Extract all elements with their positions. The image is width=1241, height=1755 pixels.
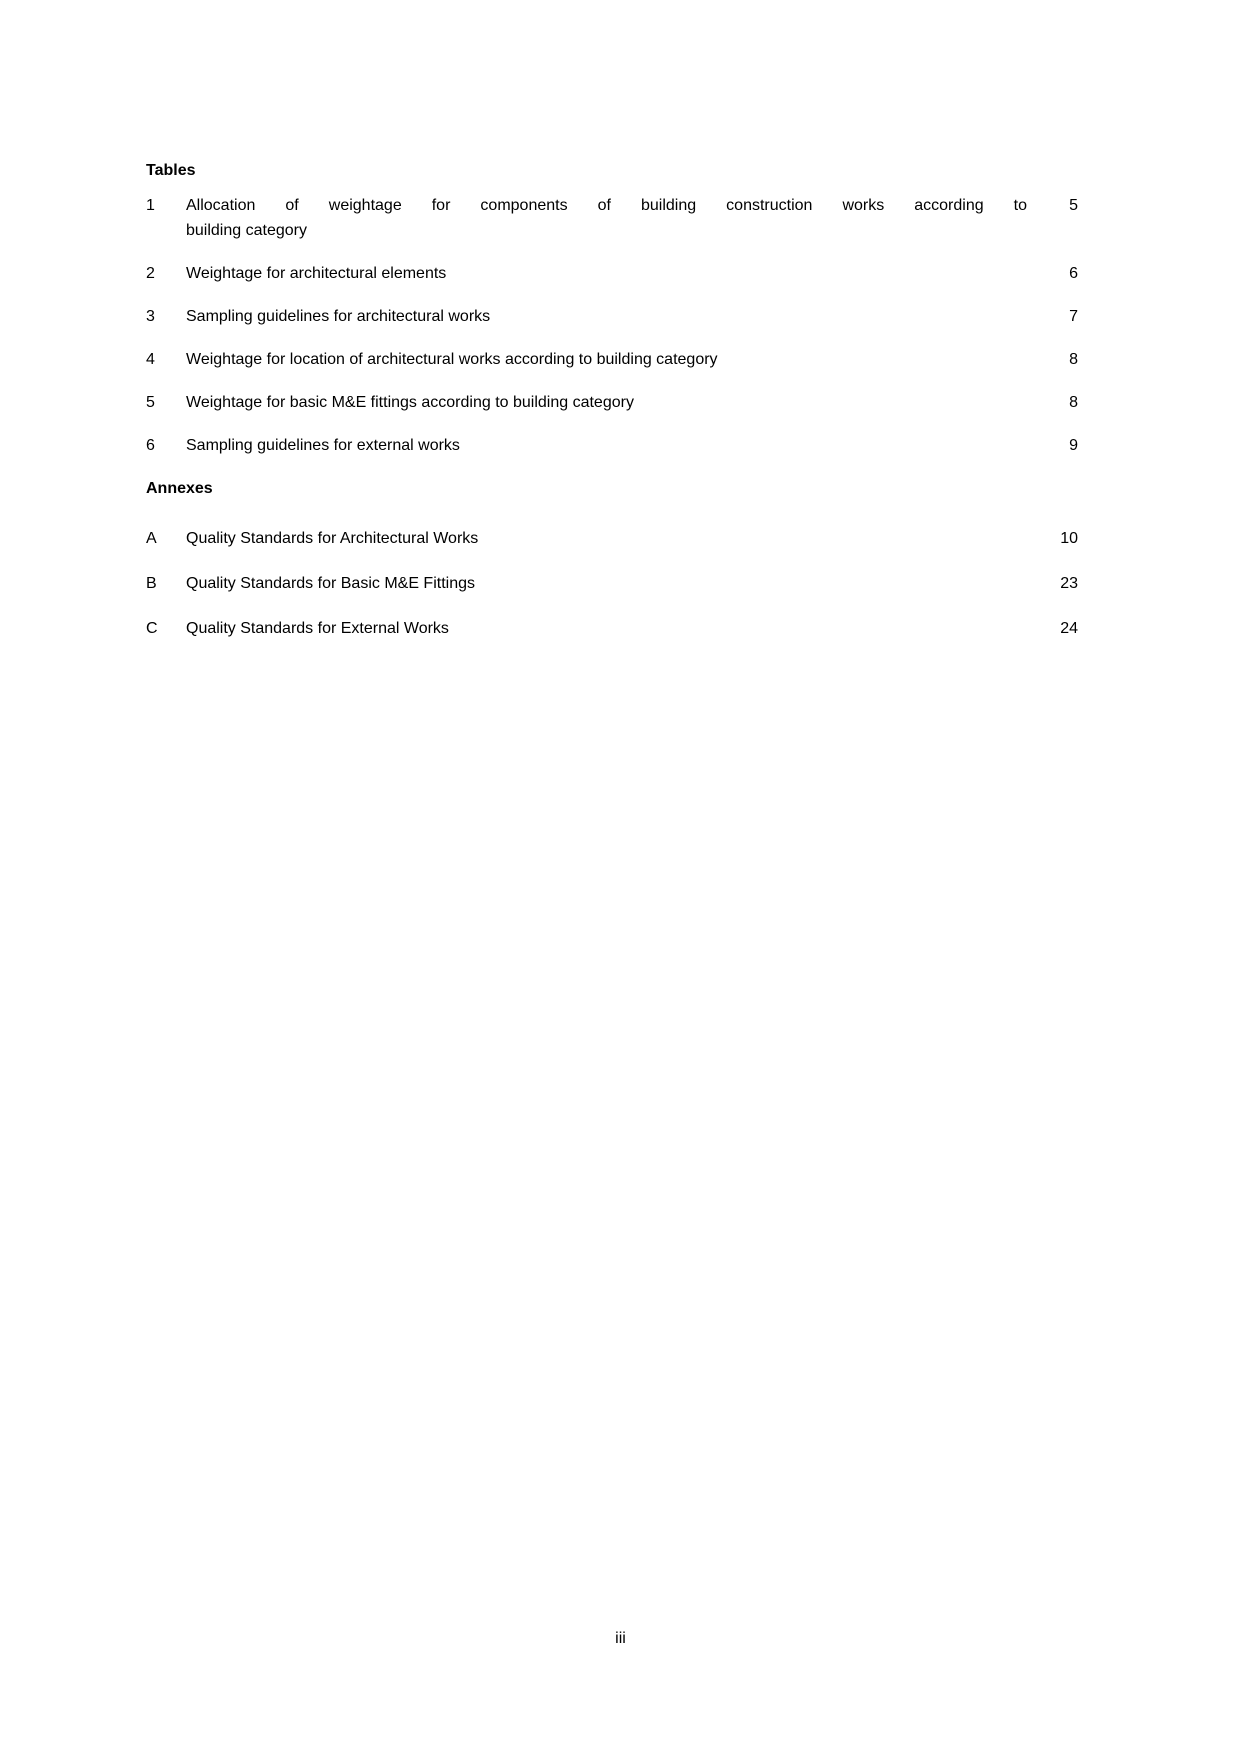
toc-entry-number: 3	[146, 308, 155, 325]
tables-section-heading: Tables	[146, 162, 196, 179]
toc-entry-page-number: 7	[1069, 308, 1078, 325]
toc-entry-table-2	[146, 261, 1078, 286]
toc-entry-title-line-2: building category	[186, 222, 307, 239]
toc-entry-number: C	[146, 620, 158, 637]
toc-entry-title	[186, 193, 1027, 243]
toc-entry-table-3	[146, 304, 1078, 329]
toc-entry-page-number: 10	[1060, 530, 1078, 547]
toc-entry-title: Quality Standards for External Works	[186, 620, 449, 637]
toc-entry-title-line-1: Allocation of weightage for components of building construction works according to	[186, 197, 1027, 214]
toc-entry-page-number: 9	[1069, 437, 1078, 454]
annexes-section-heading: Annexes	[146, 480, 213, 497]
toc-entry-number: 4	[146, 351, 155, 368]
toc-entry-table-6	[146, 433, 1078, 458]
toc-entry-title: Weightage for location of architectural works according to building category	[186, 351, 718, 368]
toc-entry-table-4	[146, 347, 1078, 372]
toc-entry-annex-a	[146, 526, 1078, 551]
toc-entry-number: 1	[146, 197, 155, 214]
toc-entry-annex-b	[146, 571, 1078, 596]
toc-entry-page-number: 8	[1069, 394, 1078, 411]
toc-entry-page-number: 5	[1069, 197, 1078, 214]
toc-entry-title: Weightage for basic M&E fittings according to building category	[186, 394, 634, 411]
toc-entry-title: Quality Standards for Architectural Works	[186, 530, 479, 547]
tables-section	[146, 158, 1078, 458]
toc-entry-title: Sampling guidelines for architectural works	[186, 308, 491, 325]
annexes-section	[146, 476, 1078, 641]
toc-entry-page-number: 6	[1069, 265, 1078, 282]
toc-entry-annex-c	[146, 616, 1078, 641]
footer-page-number: iii	[615, 1630, 626, 1647]
toc-entry-number: 5	[146, 394, 155, 411]
table-of-contents	[146, 158, 1078, 661]
toc-entry-page-number: 24	[1060, 620, 1078, 637]
toc-entry-number: B	[146, 575, 157, 592]
toc-entry-number: 6	[146, 437, 155, 454]
toc-entry-page-number: 23	[1060, 575, 1078, 592]
toc-entry-number: A	[146, 530, 157, 547]
toc-entry-title: Weightage for architectural elements	[186, 265, 447, 282]
toc-entry-title: Quality Standards for Basic M&E Fittings	[186, 575, 475, 592]
toc-entry-table-1	[146, 193, 1078, 243]
toc-entry-title: Sampling guidelines for external works	[186, 437, 460, 454]
toc-entry-number: 2	[146, 265, 155, 282]
toc-entry-table-5	[146, 390, 1078, 415]
toc-entry-page-number: 8	[1069, 351, 1078, 368]
